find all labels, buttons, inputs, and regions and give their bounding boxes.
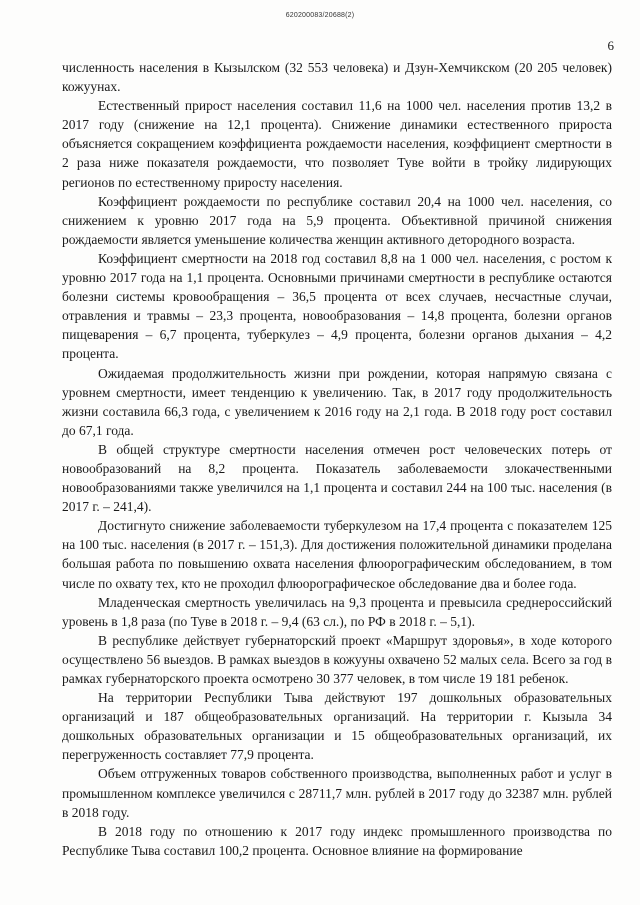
paragraph: В общей структуре смертности населения отмечен рост человеческих потерь от новообразований на 8,2 процента. Показатель заболеваемости злокачественными новообразованиями также увеличился на 1,1 процента и составил 244 на 100 тыс. населения (в 2017 г. – 241,4). bbox=[62, 441, 612, 515]
document-body bbox=[62, 58, 612, 860]
paragraph: Коэффициент смертности на 2018 год составил 8,8 на 1 000 чел. населения, с ростом к уровню 2017 года на 1,1 процента. Основными причинами смертности в республике остаются болезни системы кровообращения – 36,5 процента от всех случаев, несчастные случаи, отравления и травмы – 23,3 процента, новообразования – 14,8 процента, болезни органов пищеварения – 6,7 процента, туберкулез – 4,9 процента, болезни органов дыхания – 4,2 процента. bbox=[62, 250, 612, 362]
paragraph: Объем отгруженных товаров собственного производства, выполненных работ и услуг в промышленном комплексе увеличился с 28711,7 млн. рублей в 2017 году до 32387 млн. рублей в 2018 году. bbox=[62, 766, 612, 820]
paragraph: В республике действует губернаторский проект «Маршрут здоровья», в ходе которого осуществлено 56 выездов. В рамках выездов в кожууны охвачено 52 малых села. Всего за год в рамках губернаторского проекта осмотрено 30 377 человек, в том числе 19 181 ребенок. bbox=[62, 632, 612, 686]
paragraph: Коэффициент рождаемости по республике составил 20,4 на 1000 чел. населения, со снижением к уровню 2017 года на 5,9 процента. Объективной причиной снижения рождаемости является уменьшение количества женщин активного детородного возраста. bbox=[62, 193, 612, 247]
paragraph: Ожидаемая продолжительность жизни при рождении, которая напрямую связана с уровнем смертности, имеет тенденцию к увеличению. Так, в 2017 году продолжительность жизни составила 66,3 года, с увеличением к 2016 году на 2,1 года. В 2018 году рост составил до 67,1 года. bbox=[62, 365, 612, 438]
paragraph: Естественный прирост населения составил 11,6 на 1000 чел. населения против 13,2 в 2017 году (снижение на 12,1 процента). Снижение динамики естественного прироста объясняется сокращением коэффициента рождаемости населения, коэффициент смертности в 2 раза ниже показателя рождаемости, что позволяет Туве войти в тройку лидирующих регионов по естественному приросту населения. bbox=[62, 98, 612, 190]
paragraph: Достигнуто снижение заболеваемости туберкулезом на 17,4 процента с показателем 125 на 100 тыс. населения (в 2017 г. – 151,3). Для достижения положительной динамики проделана большая работа по повышению охвата населения флюорографическим обследованием, в том числе по охвату тех, кто не проходил флюорографическое обследование два и более года. bbox=[62, 518, 612, 591]
document-id: 620200083/20688(2) bbox=[285, 12, 355, 19]
page-number: 6 bbox=[607, 38, 614, 53]
paragraph: На территории Республики Тыва действуют 197 дошкольных образовательных организаций и 187 общеобразовательных организаций. На территории г. Кызыла 34 дошкольных образовательных организации и 15 общеобразовательных организаций, их перегруженность составляет 77,9 процента. bbox=[62, 690, 612, 763]
paragraph: численность населения в Кызылском (32 553 человека) и Дзун-Хемчикском (20 205 человек) кожуунах. bbox=[62, 60, 612, 95]
paragraph: В 2018 году по отношению к 2017 году индекс промышленного производства по Республике Тыва составил 100,2 процента. Основное влияние на формирование bbox=[62, 823, 612, 858]
paragraph: Младенческая смертность увеличилась на 9,3 процента и превысила среднероссийский уровень в 1,8 раза (по Туве в 2018 г. – 9,4 (63 сл.), по РФ в 2018 г. – 5,1). bbox=[62, 594, 612, 629]
